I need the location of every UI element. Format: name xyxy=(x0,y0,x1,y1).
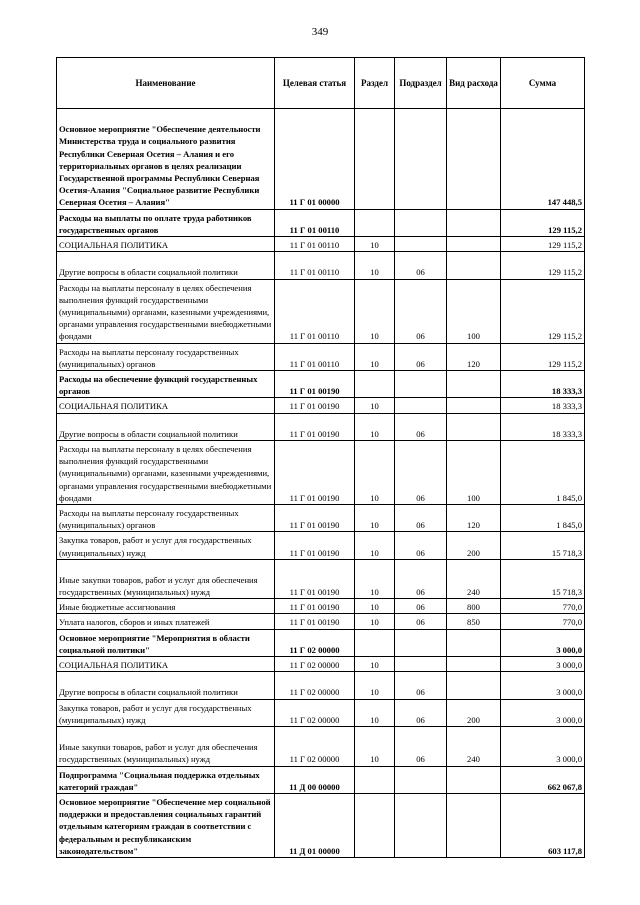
row-subsection-cell: 06 xyxy=(395,559,447,599)
row-expense-type-cell: 240 xyxy=(447,559,501,599)
table-row xyxy=(57,279,585,343)
header-name: Наименование xyxy=(57,58,275,109)
row-sum-cell: 770,0 xyxy=(501,614,585,629)
row-sum-cell: 1 845,0 xyxy=(501,504,585,531)
row-name-cell: Основное мероприятие "Мероприятия в области социальной политики" xyxy=(57,629,275,656)
row-sum-cell: 3 000,0 xyxy=(501,727,585,767)
row-section-cell xyxy=(355,629,395,656)
row-target-cell: 11 Г 02 00000 xyxy=(275,727,355,767)
row-name-cell: СОЦИАЛЬНАЯ ПОЛИТИКА xyxy=(57,236,275,251)
row-target-cell: 11 Г 02 00000 xyxy=(275,629,355,656)
row-section-cell: 10 xyxy=(355,343,395,370)
row-expense-type-cell: 200 xyxy=(447,532,501,559)
row-expense-type-cell: 120 xyxy=(447,504,501,531)
row-sum-cell: 3 000,0 xyxy=(501,657,585,672)
row-subsection-cell: 06 xyxy=(395,504,447,531)
row-expense-type-cell xyxy=(447,209,501,236)
row-expense-type-cell: 100 xyxy=(447,440,501,504)
row-subsection-cell: 06 xyxy=(395,727,447,767)
row-name-cell: Основное мероприятие "Обеспечение деятельности Министерства труда и социального развития Республики Северная Осетия – Алания и его территориальных органов в целях реализации Государственной программы Республики Северная Осетия-Алания "Социальное развитие Республики Северная Осетия – Алания" xyxy=(57,109,275,210)
row-subsection-cell xyxy=(395,209,447,236)
table-row xyxy=(57,343,585,370)
row-subsection-cell: 06 xyxy=(395,599,447,614)
table-row xyxy=(57,532,585,559)
row-subsection-cell xyxy=(395,657,447,672)
row-name-cell: Расходы на выплаты персоналу в целях обеспечения выполнения функций государственными (муниципальными) органами, казенными учреждениями, органами управления государственными внебюджетными фондами xyxy=(57,440,275,504)
row-subsection-cell xyxy=(395,794,447,858)
row-sum-cell: 662 067,8 xyxy=(501,766,585,793)
row-subsection-cell: 06 xyxy=(395,413,447,440)
row-section-cell: 10 xyxy=(355,440,395,504)
row-subsection-cell: 06 xyxy=(395,699,447,726)
row-sum-cell: 129 115,2 xyxy=(501,343,585,370)
row-target-cell: 11 Г 01 00190 xyxy=(275,370,355,397)
row-sum-cell: 18 333,3 xyxy=(501,398,585,413)
row-sum-cell: 147 448,5 xyxy=(501,109,585,210)
row-name-cell: Подпрограмма "Социальная поддержка отдельных категорий граждан" xyxy=(57,766,275,793)
row-target-cell: 11 Г 01 00110 xyxy=(275,252,355,279)
row-expense-type-cell xyxy=(447,629,501,656)
row-sum-cell: 18 333,3 xyxy=(501,413,585,440)
row-name-cell: Другие вопросы в области социальной политики xyxy=(57,413,275,440)
row-sum-cell: 129 115,2 xyxy=(501,236,585,251)
row-target-cell: 11 Г 01 00110 xyxy=(275,279,355,343)
table-row xyxy=(57,252,585,279)
table-row xyxy=(57,559,585,599)
row-section-cell: 10 xyxy=(355,672,395,699)
row-target-cell: 11 Г 01 00190 xyxy=(275,614,355,629)
row-sum-cell: 15 718,3 xyxy=(501,559,585,599)
row-name-cell: Расходы на выплаты по оплате труда работников государственных органов xyxy=(57,209,275,236)
row-target-cell: 11 Г 01 00190 xyxy=(275,413,355,440)
row-target-cell: 11 Д 00 00000 xyxy=(275,766,355,793)
row-subsection-cell: 06 xyxy=(395,532,447,559)
row-expense-type-cell xyxy=(447,252,501,279)
row-sum-cell: 603 117,8 xyxy=(501,794,585,858)
row-section-cell xyxy=(355,370,395,397)
row-name-cell: Иные бюджетные ассигнования xyxy=(57,599,275,614)
row-sum-cell: 129 115,2 xyxy=(501,252,585,279)
row-subsection-cell: 06 xyxy=(395,252,447,279)
page-number: 349 xyxy=(311,26,329,38)
row-expense-type-cell xyxy=(447,370,501,397)
row-section-cell xyxy=(355,209,395,236)
row-target-cell: 11 Г 01 00190 xyxy=(275,398,355,413)
row-target-cell: 11 Г 01 00190 xyxy=(275,559,355,599)
row-expense-type-cell: 200 xyxy=(447,699,501,726)
row-section-cell: 10 xyxy=(355,699,395,726)
table-row xyxy=(57,398,585,413)
row-expense-type-cell xyxy=(447,413,501,440)
row-section-cell: 10 xyxy=(355,532,395,559)
row-section-cell: 10 xyxy=(355,398,395,413)
row-subsection-cell xyxy=(395,766,447,793)
row-expense-type-cell xyxy=(447,672,501,699)
row-subsection-cell: 06 xyxy=(395,614,447,629)
row-subsection-cell: 06 xyxy=(395,672,447,699)
row-name-cell: Уплата налогов, сборов и иных платежей xyxy=(57,614,275,629)
row-subsection-cell: 06 xyxy=(395,440,447,504)
row-target-cell: 11 Г 01 00000 xyxy=(275,109,355,210)
header-sum: Сумма xyxy=(501,58,585,109)
row-name-cell: Расходы на выплаты персоналу государственных (муниципальных) органов xyxy=(57,343,275,370)
row-expense-type-cell: 850 xyxy=(447,614,501,629)
budget-table xyxy=(56,57,585,858)
table-row xyxy=(57,109,585,210)
row-section-cell: 10 xyxy=(355,559,395,599)
row-name-cell: СОЦИАЛЬНАЯ ПОЛИТИКА xyxy=(57,657,275,672)
row-section-cell: 10 xyxy=(355,599,395,614)
row-name-cell: Иные закупки товаров, работ и услуг для обеспечения государственных (муниципальных) нужд xyxy=(57,559,275,599)
row-target-cell: 11 Г 01 00190 xyxy=(275,440,355,504)
row-name-cell: Другие вопросы в области социальной политики xyxy=(57,252,275,279)
row-expense-type-cell xyxy=(447,236,501,251)
table-row xyxy=(57,504,585,531)
row-expense-type-cell xyxy=(447,766,501,793)
row-subsection-cell: 06 xyxy=(395,279,447,343)
row-sum-cell: 129 115,2 xyxy=(501,209,585,236)
row-section-cell: 10 xyxy=(355,657,395,672)
row-section-cell: 10 xyxy=(355,413,395,440)
table-row xyxy=(57,672,585,699)
row-target-cell: 11 Г 01 00110 xyxy=(275,236,355,251)
row-expense-type-cell xyxy=(447,794,501,858)
row-sum-cell: 770,0 xyxy=(501,599,585,614)
table-row xyxy=(57,599,585,614)
row-sum-cell: 3 000,0 xyxy=(501,629,585,656)
row-name-cell: Закупка товаров, работ и услуг для государственных (муниципальных) нужд xyxy=(57,699,275,726)
row-section-cell: 10 xyxy=(355,504,395,531)
table-row xyxy=(57,657,585,672)
row-section-cell: 10 xyxy=(355,236,395,251)
row-expense-type-cell xyxy=(447,657,501,672)
row-sum-cell: 129 115,2 xyxy=(501,279,585,343)
row-subsection-cell xyxy=(395,109,447,210)
row-name-cell: Другие вопросы в области социальной политики xyxy=(57,672,275,699)
row-target-cell: 11 Г 01 00110 xyxy=(275,343,355,370)
row-target-cell: 11 Г 01 00110 xyxy=(275,209,355,236)
row-target-cell: 11 Г 02 00000 xyxy=(275,699,355,726)
table-body xyxy=(57,109,585,858)
row-target-cell: 11 Г 01 00190 xyxy=(275,599,355,614)
row-section-cell: 10 xyxy=(355,279,395,343)
row-section-cell xyxy=(355,109,395,210)
row-section-cell xyxy=(355,794,395,858)
row-name-cell: Расходы на выплаты персоналу государственных (муниципальных) органов xyxy=(57,504,275,531)
row-sum-cell: 15 718,3 xyxy=(501,532,585,559)
row-expense-type-cell: 100 xyxy=(447,279,501,343)
row-name-cell: Расходы на выплаты персоналу в целях обеспечения выполнения функций государственными (муниципальными) органами, казенными учреждениями, органами управления государственными внебюджетными фондами xyxy=(57,279,275,343)
table-row xyxy=(57,794,585,858)
row-sum-cell: 1 845,0 xyxy=(501,440,585,504)
header-target-article: Целевая статья xyxy=(275,58,355,109)
row-expense-type-cell: 120 xyxy=(447,343,501,370)
row-sum-cell: 18 333,3 xyxy=(501,370,585,397)
table-row xyxy=(57,236,585,251)
row-name-cell: Расходы на обеспечение функций государственных органов xyxy=(57,370,275,397)
table-row xyxy=(57,699,585,726)
row-section-cell xyxy=(355,766,395,793)
row-subsection-cell xyxy=(395,370,447,397)
row-expense-type-cell xyxy=(447,109,501,210)
row-section-cell: 10 xyxy=(355,614,395,629)
table-row xyxy=(57,370,585,397)
row-section-cell: 10 xyxy=(355,727,395,767)
table-row xyxy=(57,209,585,236)
table-row xyxy=(57,440,585,504)
row-expense-type-cell: 240 xyxy=(447,727,501,767)
row-expense-type-cell: 800 xyxy=(447,599,501,614)
table-row xyxy=(57,629,585,656)
header-subsection: Подраздел xyxy=(395,58,447,109)
row-sum-cell: 3 000,0 xyxy=(501,672,585,699)
row-name-cell: Основное мероприятие "Обеспечение мер социальной поддержки и предоставления социальных гарантий отдельным категориям граждан в соответствии с федеральным и республиканским законодательством" xyxy=(57,794,275,858)
table-header-row xyxy=(57,58,585,109)
row-subsection-cell xyxy=(395,629,447,656)
header-expense-type: Вид расхода xyxy=(447,58,501,109)
row-name-cell: Иные закупки товаров, работ и услуг для обеспечения государственных (муниципальных) нужд xyxy=(57,727,275,767)
table-row xyxy=(57,413,585,440)
row-subsection-cell: 06 xyxy=(395,343,447,370)
row-target-cell: 11 Г 01 00190 xyxy=(275,532,355,559)
row-target-cell: 11 Г 01 00190 xyxy=(275,504,355,531)
row-expense-type-cell xyxy=(447,398,501,413)
row-sum-cell: 3 000,0 xyxy=(501,699,585,726)
header-section: Раздел xyxy=(355,58,395,109)
table-row xyxy=(57,766,585,793)
row-subsection-cell xyxy=(395,236,447,251)
row-target-cell: 11 Г 02 00000 xyxy=(275,672,355,699)
row-target-cell: 11 Д 01 00000 xyxy=(275,794,355,858)
row-section-cell: 10 xyxy=(355,252,395,279)
row-target-cell: 11 Г 02 00000 xyxy=(275,657,355,672)
table-row xyxy=(57,727,585,767)
table-row xyxy=(57,614,585,629)
row-subsection-cell xyxy=(395,398,447,413)
row-name-cell: СОЦИАЛЬНАЯ ПОЛИТИКА xyxy=(57,398,275,413)
row-name-cell: Закупка товаров, работ и услуг для государственных (муниципальных) нужд xyxy=(57,532,275,559)
